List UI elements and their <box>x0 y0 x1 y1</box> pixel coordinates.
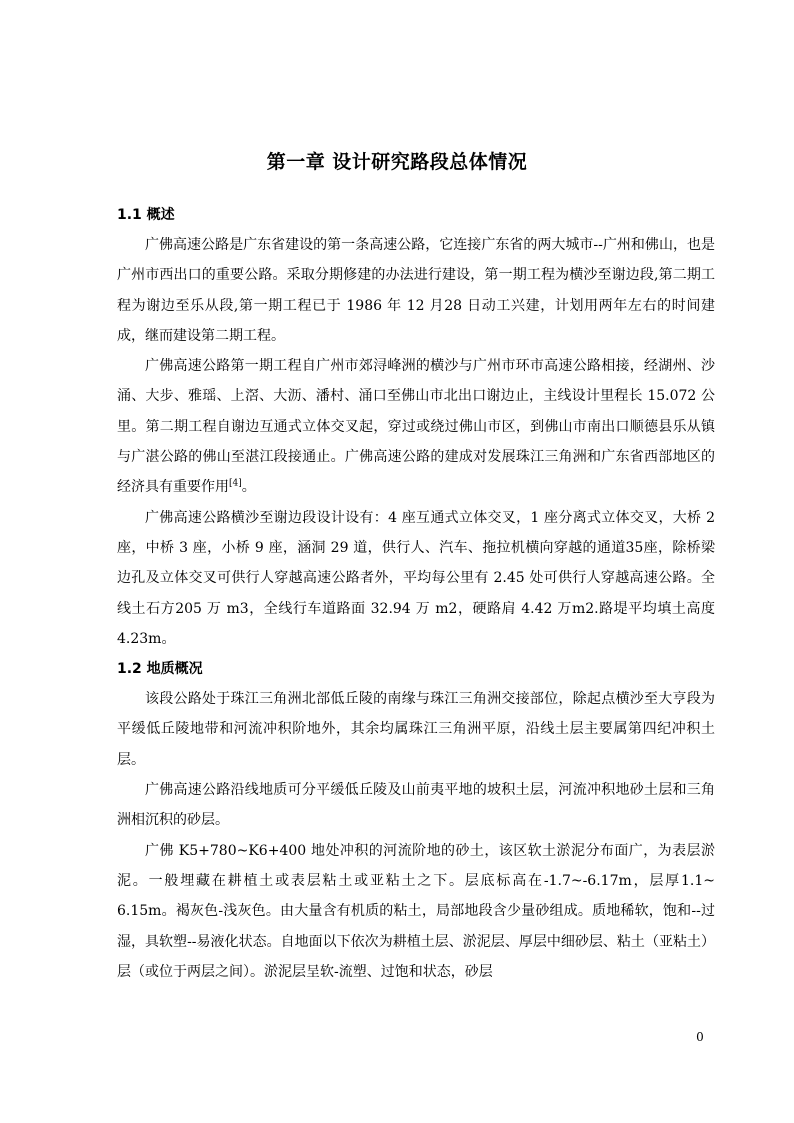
paragraph: 广佛高速公路是广东省建设的第一条高速公路，它连接广东省的两大城市--广州和佛山，也是广州市西出口的重要公路。采取分期修建的办法进行建设，第一期工程为横沙至谢边段,第二期工程为谢边至乐从段,第一期工程已于 1986 年 12 月28 日动工兴建，计划用两年左右的时间建成，继而建设第二期工程。 <box>117 237 715 344</box>
paragraph: 广佛 K5+780~K6+400 地处冲积的河流阶地的砂土，该区软土淤泥分布面广，为表层淤泥。一般埋藏在耕植土或表层粘土或亚粘土之下。层底标高在-1.7~-6.17m，层厚1.1~ 6.15m。褐灰色-浅灰色。由大量含有机质的粘土，局部地段含少量砂组成。质地稀软，饱和--过湿，具软塑--易液化状态。自地面以下依次为耕植土层、淤泥层、厚层中细砂层、粘土（亚粘土）层（或位于两层之间）。淤泥层呈软-流塑、过饱和状态，砂层 <box>117 842 715 980</box>
section-heading-overview: 1.1 概述 <box>117 207 175 223</box>
paragraph: 广佛高速公路沿线地质可分平缓低丘陵及山前夷平地的坡积土层，河流冲积地砂土层和三角洲相沉积的砂层。 <box>117 782 715 829</box>
document-body <box>117 200 715 987</box>
citation-reference[interactable]: [4] <box>229 478 242 489</box>
paragraph <box>117 351 715 502</box>
chapter-title: 第一章 设计研究路段总体情况 <box>266 151 528 173</box>
page-number: 0 <box>696 1030 704 1044</box>
paragraph: 该段公路处于珠江三角洲北部低丘陵的南缘与珠江三角洲交接部位，除起点横沙至大亨段为平缓低丘陵地带和河流冲积阶地外，其余均属珠江三角洲平原，沿线土层主要属第四纪冲积土层。 <box>117 691 715 768</box>
paragraph: 广佛高速公路横沙至谢边段设计设有：4 座互通式立体交叉，1 座分离式立体交叉，大桥 2 座，中桥 3 座，小桥 9 座，涵洞 29 道，供行人、汽车、拖拉机横向穿越的通道35座，除桥梁边孔及立体交叉可供行人穿越高速公路者外，平均每公里有 2.45 处可供行人穿越高速公路。全线土石方205 万 m3，全线行车道路面 32.94 万 m2，硬路肩 4.42 万m2.路堤平均填土高度 4.23m。 <box>117 509 715 647</box>
paragraph-text: 广佛高速公路第一期工程自广州市郊浔峰洲的横沙与广州市环市高速公路相接，经湖州、沙涌、大步、雅瑶、上滘、大沥、潘村、涌口至佛山市北出口谢边止，主线设计里程长 15.072 公里。第二期工程自谢边互通式立体交叉起，穿过或绕过佛山市区，到佛山市南出口顺德县乐从镇与广湛公路的佛山至湛江段接通止。广佛高速公路的建成对发展珠江三角洲和广东省西部地区的经济具有重要作用 <box>117 358 715 496</box>
paragraph-text-end: 。 <box>241 479 256 496</box>
section-heading-geology: 1.2 地质概况 <box>117 661 203 678</box>
